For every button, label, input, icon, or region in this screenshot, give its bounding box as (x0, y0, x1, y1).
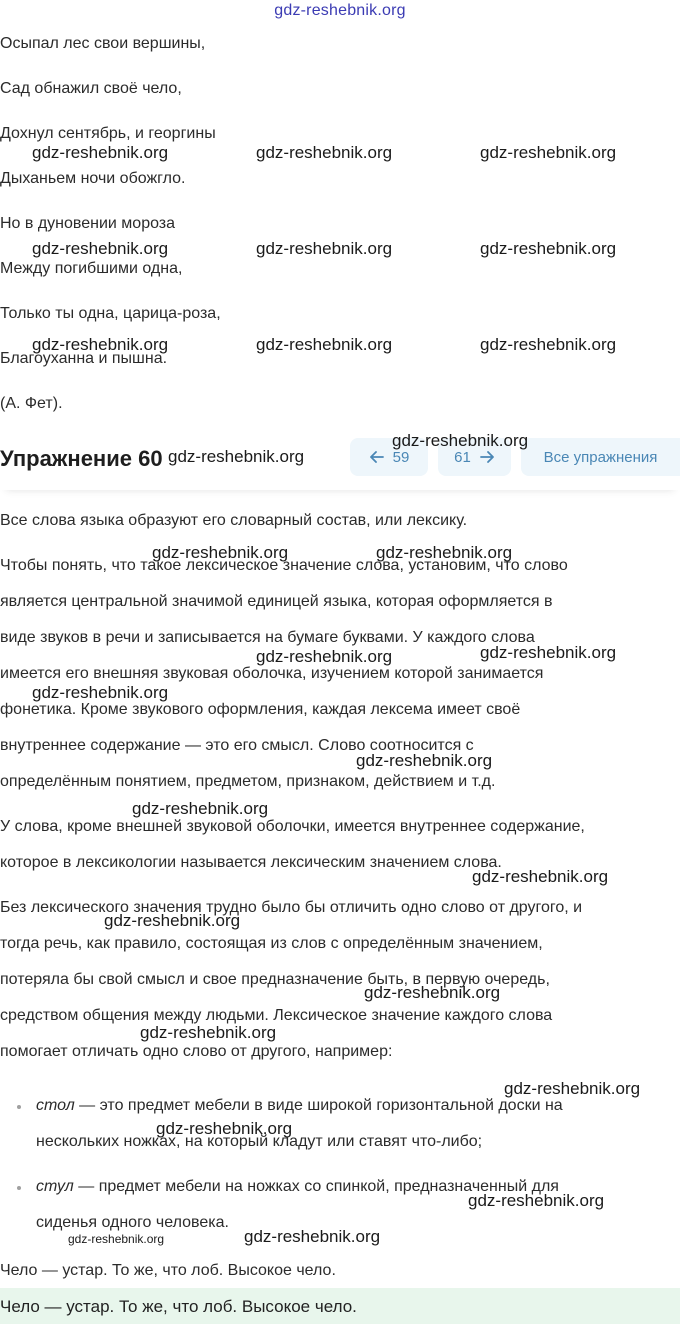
watermark: gdz-reshebnik.org (132, 799, 269, 818)
poem-line: Но в дуновении мороза (0, 215, 176, 232)
exercise-title: Упражнение 60 (0, 446, 163, 471)
watermark: gdz-reshebnik.org (364, 983, 501, 1002)
watermark: gdz-reshebnik.org (392, 431, 529, 450)
prev-exercise-label: 59 (392, 448, 410, 466)
text-line: тогда речь, как правило, состоящая из слов с определённым значением, (0, 935, 543, 952)
watermark: gdz-reshebnik.org (480, 143, 617, 162)
text-line: которое в лексикологии называется лексическим значением слова. (0, 854, 502, 871)
watermark: gdz-reshebnik.org (32, 683, 169, 702)
watermark: gdz-reshebnik.org (32, 143, 169, 162)
watermark: gdz-reshebnik.org (152, 543, 289, 562)
text-line: средством общения между людьми. Лексическое значение каждого слова (0, 1007, 553, 1024)
bullet-definition: — предмет мебели на ножках со спинкой, предназначенный для (73, 1178, 559, 1195)
text-line: является центральной значимой единицей языка, которая оформляется в (0, 593, 553, 610)
text-line: определённым понятием, предметом, признаком, действием и т.д. (0, 773, 496, 790)
site-watermark-top: gdz-reshebnik.org (274, 2, 406, 19)
footnote: Чело — устар. То же, что лоб. Высокое чело. (0, 1262, 336, 1279)
text-line: Чтобы понять, что такое лексическое значение слова, установим, что слово (0, 557, 568, 574)
text-line: У слова, кроме внешней звуковой оболочки, имеется внутреннее содержание, (0, 818, 585, 835)
bullet-definition: — это предмет мебели в виде широкой горизонтальной доски на (74, 1097, 563, 1114)
watermark: gdz-reshebnik.org (32, 335, 169, 354)
bullet-line: нескольких ножках, на который кладут или ставят что-либо; (36, 1133, 483, 1150)
text-line: Без лексического значения трудно было бы отличить одно слово от другого, и (0, 899, 583, 916)
answer-box (0, 1288, 680, 1324)
next-exercise-label: 61 (454, 448, 471, 466)
text-line: помогает отличать одно слово от другого, например: (0, 1043, 393, 1060)
watermark: gdz-reshebnik.org (356, 751, 493, 770)
arrow-left-icon (369, 449, 385, 465)
text-line: фонетика. Кроме звукового оформления, каждая лексема имеет своё (0, 701, 521, 718)
poem-line: Между погибшими одна, (0, 260, 183, 277)
bullet-line: сиденья одного человека. (36, 1214, 229, 1231)
answer-text: Чело — устар. То же, что лоб. Высокое чело. (0, 1297, 357, 1316)
watermark: gdz-reshebnik.org (480, 335, 617, 354)
watermark: gdz-reshebnik.org (376, 543, 513, 562)
watermark: gdz-reshebnik.org (32, 239, 169, 258)
watermark: gdz-reshebnik.org (256, 335, 393, 354)
exercise-header (0, 432, 680, 490)
watermark: gdz-reshebnik.org (104, 911, 241, 930)
watermark-small: gdz-reshebnik.org (68, 1232, 165, 1246)
all-exercises-button[interactable] (521, 438, 680, 476)
watermark: gdz-reshebnik.org (472, 867, 609, 886)
watermark: gdz-reshebnik.org (244, 1227, 381, 1246)
poem-line: Сад обнажил своё чело, (0, 80, 182, 97)
bullet-line (36, 1097, 563, 1115)
poem-line: Только ты одна, царица-роза, (0, 305, 221, 322)
text-line: виде звуков в речи и записывается на бумаге буквами. У каждого слова (0, 629, 535, 646)
bullet-dot (17, 1105, 21, 1109)
poem-line: Дыханьем ночи обожгло. (0, 170, 186, 187)
text-line: потеряла бы свой смысл и свое предназначение быть, в первую очередь, (0, 971, 550, 988)
watermark: gdz-reshebnik.org (156, 1119, 293, 1138)
bullet-dot (17, 1186, 21, 1190)
text-line: имеется его внешняя звуковая оболочка, изучением которой занимается (0, 665, 544, 682)
watermark: gdz-reshebnik.org (468, 1191, 605, 1210)
watermark: gdz-reshebnik.org (168, 447, 305, 466)
watermark: gdz-reshebnik.org (480, 643, 617, 662)
poem-line: Дохнул сентябрь, и георгины (0, 125, 216, 142)
poem-line: Благоуханна и пышна. (0, 350, 168, 367)
all-exercises-label: Все упражнения (543, 448, 658, 466)
text-line: внутреннее содержание — это его смысл. Слово соотносится с (0, 737, 474, 754)
watermark: gdz-reshebnik.org (504, 1079, 641, 1098)
bullet-term: стол (36, 1097, 75, 1114)
poem-line: Осыпал лес свои вершины, (0, 35, 206, 52)
watermark: gdz-reshebnik.org (140, 1023, 277, 1042)
arrow-right-icon (479, 449, 495, 465)
watermark: gdz-reshebnik.org (256, 647, 393, 666)
watermark: gdz-reshebnik.org (480, 239, 617, 258)
watermark: gdz-reshebnik.org (256, 143, 393, 162)
bullet-term: стул (36, 1178, 74, 1195)
poem-author: (А. Фет). (0, 395, 63, 412)
watermark: gdz-reshebnik.org (256, 239, 393, 258)
text-line: Все слова языка образуют его словарный состав, или лексику. (0, 512, 468, 529)
